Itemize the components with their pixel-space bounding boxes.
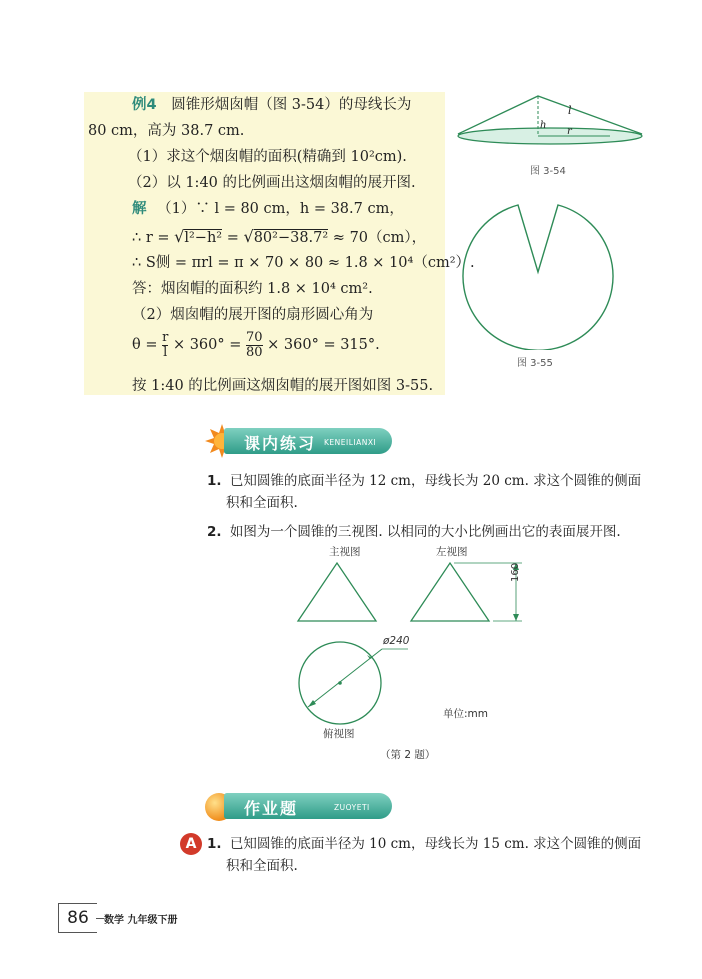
solution-step-2-suffix: ≈ 70（cm）， [328,230,427,246]
front-view-triangle [298,563,376,621]
example-question-2: （2）以 1:40 的比例画出这烟囱帽的展开图. [128,175,416,191]
question-2-caption: （第 2 题） [380,749,436,761]
theta-suffix: × 360° = 315°. [267,337,380,353]
sqrt-expression-2: 80²−38.7² [253,230,329,246]
solution-line-1 [132,199,404,219]
theta-mid: × 360° = [172,337,242,353]
fraction-r-over-l [162,331,168,360]
solution-step-1: （1）∵ l = 80 cm，h = 38.7 cm， [157,201,404,217]
three-views-drawing [290,555,530,725]
solution-line-2: ∴ r = √l²−h² = √80²−38.7² ≈ 70（cm）， [132,227,427,246]
example-line-1 [132,95,411,115]
fraction-denominator: l [163,344,168,360]
practice-ribbon [224,428,392,454]
homework-title: 作业题 [244,799,299,818]
left-view-label: 左视图 [436,546,468,558]
figure-sector [462,200,614,350]
diameter-dimension-label: ø240 [383,635,410,647]
homework-question-1 [207,833,641,855]
example-statement-1: 圆锥形烟囱帽（图 3-54）的母线长为 [171,97,412,113]
solution-step-2-mid: = [222,230,244,246]
homework-ribbon [224,793,392,819]
solution-step-2-prefix: ∴ r = [132,230,175,246]
example-question-1: （1）求这个烟囱帽的面积(精确到 10²cm). [128,149,407,165]
footer-rule [96,918,104,919]
solution-answer: 答：烟囱帽的面积约 1.8 × 10⁴ cm². [132,281,373,297]
fraction-numerator: r [162,329,169,345]
practice-question-1-cont: 积和全面积. [226,495,298,511]
unit-label: 单位:mm [443,708,488,720]
label-l: l [568,104,572,117]
figure-cone-hat [450,88,650,158]
solution-step-3: ∴ S侧 = πrl = π × 70 × 80 ≈ 1.8 × 10⁴（cm²）. [132,255,475,271]
solution-step-6 [132,330,380,360]
solution-step-5: （2）烟囱帽的展开图的扇形圆心角为 [132,307,374,323]
question-text: 已知圆锥的底面半径为 10 cm，母线长为 15 cm. 求这个圆锥的侧面 [229,836,642,852]
practice-question-1 [207,470,641,492]
solution-label: 解 [132,201,147,217]
homework-question-1-cont: 积和全面积. [226,858,298,874]
question-number: 1. [207,473,222,489]
sqrt-expression-1: l²−h² [184,230,223,246]
label-h: h [540,120,547,131]
front-view-label: 主视图 [329,546,361,558]
homework-subtitle: ZUOYETI [334,803,370,812]
figure-3-54-caption: 图 3-54 [530,166,566,177]
left-view-triangle [411,563,489,621]
question-number: 1. [207,836,222,852]
level-a-badge: A [180,833,202,855]
fraction-numerator: 70 [246,329,263,345]
label-r: r [567,126,572,137]
fraction-70-over-80 [246,331,263,360]
question-text: 已知圆锥的底面半径为 12 cm，母线长为 20 cm. 求这个圆锥的侧面 [229,473,642,489]
top-view-label: 俯视图 [323,728,355,740]
question-text: 如图为一个圆锥的三视图. 以相同的大小比例画出它的表面展开图. [229,524,621,540]
practice-question-2 [207,521,621,543]
practice-subtitle: KENEILIANXI [324,438,377,447]
figure-3-55-caption: 图 3-55 [517,358,553,369]
page-number: 86 [58,903,97,933]
question-number: 2. [207,524,222,540]
height-dimension-label: 160 [510,562,521,582]
theta-prefix: θ = [132,337,158,353]
example-statement-2: 80 cm，高为 38.7 cm. [88,123,245,139]
solution-step-7: 按 1:40 的比例画这烟囱帽的展开图如图 3-55. [132,378,434,394]
book-title: 数学 九年级下册 [104,915,178,926]
example-label: 例4 [132,97,157,113]
fraction-denominator: 80 [246,344,263,360]
practice-title: 课内练习 [244,434,317,453]
